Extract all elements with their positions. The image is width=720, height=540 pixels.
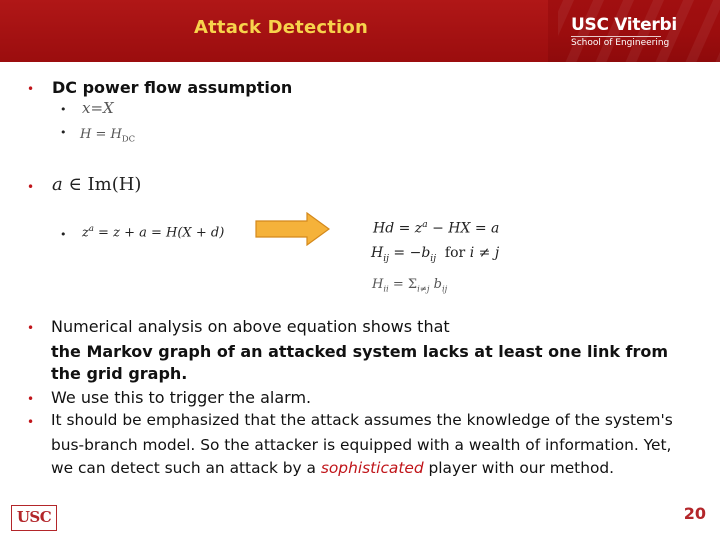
sub-bullet-marker: • [60, 103, 67, 116]
sub-bullet-marker: • [60, 228, 67, 241]
eq-a-in-ImH: a ∈ Im(H) [52, 174, 142, 195]
sub-bullet-marker: • [60, 126, 67, 139]
bullet-marker: • [27, 392, 35, 406]
bullet-marker: • [27, 82, 35, 96]
bullet-marker: • [27, 321, 35, 335]
bullet-marker: • [27, 180, 35, 194]
logo-wordmark: USC Viterbi [571, 15, 677, 35]
text-emphasis-line2: bus-branch model. So the attacker is equipped with a wealth of information. Yet, [51, 436, 672, 454]
bullet-marker: • [27, 415, 35, 429]
eq-H-equals-HDC: $H = H_{DC}$ [80, 127, 136, 144]
right-arrow-icon [255, 212, 330, 246]
usc-viterbi-logo [558, 0, 720, 62]
text-emphasis-line1: It should be emphasized that the attack assumes the knowledge of the system's [51, 411, 673, 429]
text-trigger-alarm: We use this to trigger the alarm. [51, 388, 312, 407]
usc-footer-logo: USC [11, 505, 57, 531]
eq-za-attack: $z^a = z + a = H(X + d)$ [82, 223, 225, 241]
page-number: 20 [683, 504, 706, 523]
eq-Hij: $H_{ij} = -b_{ij}$ for i ≠ j [371, 245, 500, 264]
text-emphasis-line3: we can detect such an attack by a sophisticated player with our method. [51, 459, 615, 477]
text-numerical-analysis: Numerical analysis on above equation shows that [51, 317, 450, 336]
text-markov-graph-line1: the Markov graph of an attacked system lacks at least one link from [51, 342, 669, 361]
bullet-dc-power-flow: DC power flow assumption [52, 78, 293, 97]
text-markov-graph-line2: the grid graph. [51, 364, 188, 383]
header-band [0, 0, 720, 62]
logo-subtitle: School of Engineering [571, 38, 670, 48]
text-sophisticated: sophisticated [320, 459, 424, 477]
eq-Hd: $Hd = z^a$ − HX = a [373, 220, 500, 237]
slide-title: Attack Detection [194, 17, 368, 38]
eq-x-equals-X: x=X [82, 99, 114, 117]
eq-Hii: $H_{ii} = \Sigma_{i\ne j}$ $b_{ij}$ [372, 277, 448, 294]
logo-rule [571, 36, 661, 37]
